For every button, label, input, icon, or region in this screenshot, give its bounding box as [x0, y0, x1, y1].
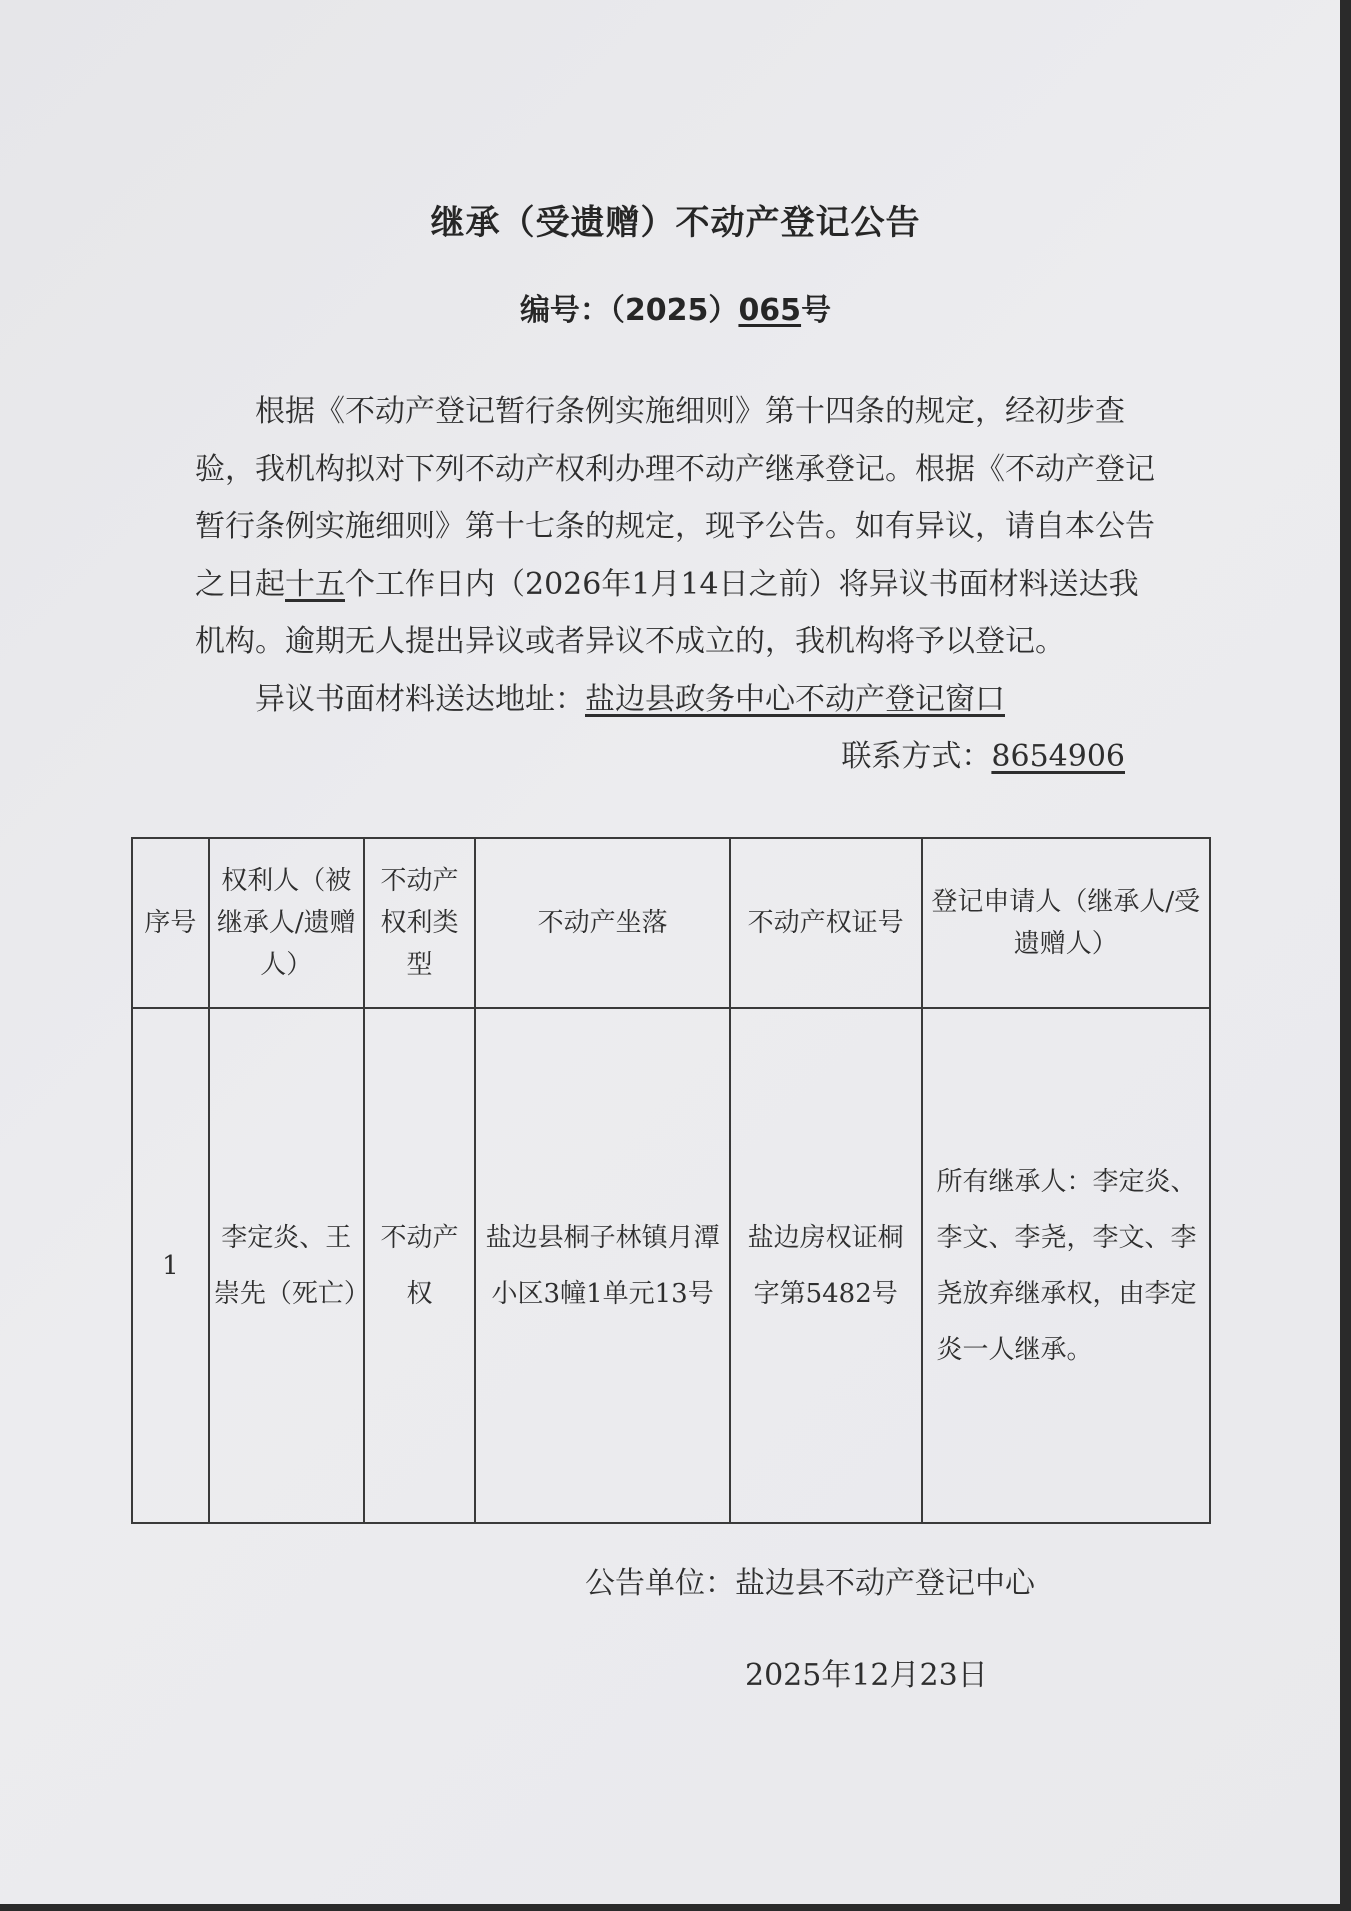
header-location: 不动产坐落: [475, 838, 729, 1008]
contact-value: 8654906: [991, 739, 1125, 774]
document-number-prefix: 编号：（2025）: [519, 293, 739, 328]
header-right-type: 不动产权利类型: [364, 838, 476, 1008]
header-applicant: 登记申请人（继承人/受遗赠人）: [922, 838, 1210, 1008]
notice-date: 2025年12月23日: [745, 1658, 988, 1693]
paragraph-text: 根据《不动产登记暂行条例实施细则》第十四条的规定，经初步查验，我机构拟对下列不动产权利办理不动产继承登记。根据《不动产登记暂行条例实施细则》第十七条的规定，现予公告。如有异议，请自本公告之日起: [195, 394, 1155, 602]
registration-table: [131, 837, 1211, 1524]
notice-title: 继承（受遗赠）不动产登记公告: [430, 203, 921, 243]
document-number: [0, 285, 1351, 329]
cell-seq: 1: [132, 1008, 209, 1523]
paragraph-text-rest: 个工作日内（2026年1月14日之前）将异议书面材料送达我机构。逾期无人提出异议或者异议不成立的，我机构将予以登记。: [195, 566, 1139, 659]
table-row: [132, 1008, 1210, 1523]
address-line: [195, 671, 1155, 729]
document-number-suffix: 号: [801, 293, 832, 328]
header-cert-no: 不动产权证号: [730, 838, 922, 1008]
notice-body: [195, 383, 1155, 786]
contact-label: 联系方式：: [841, 739, 992, 774]
cell-right-type: 不动产权: [364, 1008, 476, 1523]
address-label: 异议书面材料送达地址：: [255, 681, 585, 717]
header-owner: 权利人（被继承人/遗赠人）: [209, 838, 364, 1008]
table-header-row: [132, 838, 1210, 1008]
issuer-value: 盐边县不动产登记中心: [735, 1566, 1035, 1601]
contact-line: [195, 728, 1155, 786]
cell-location: 盐边县桐子林镇月潭小区3幢1单元13号: [475, 1008, 729, 1523]
notice-paragraph: [195, 383, 1155, 671]
cell-owner: 李定炎、王崇先（死亡）: [209, 1008, 364, 1523]
document-number-value: 065: [738, 293, 802, 328]
issuer-label: 公告单位：: [585, 1566, 735, 1601]
cell-cert-no: 盐边房权证桐字第5482号: [730, 1008, 922, 1523]
cell-applicant: 所有继承人：李定炎、李文、李尧，李文、李尧放弃继承权，由李定炎一人继承。: [922, 1008, 1210, 1523]
deadline-days: 十五: [285, 566, 345, 602]
header-seq: 序号: [132, 838, 209, 1008]
address-value: 盐边县政务中心不动产登记窗口: [585, 681, 1005, 717]
issuer-line: [585, 1558, 1035, 1602]
